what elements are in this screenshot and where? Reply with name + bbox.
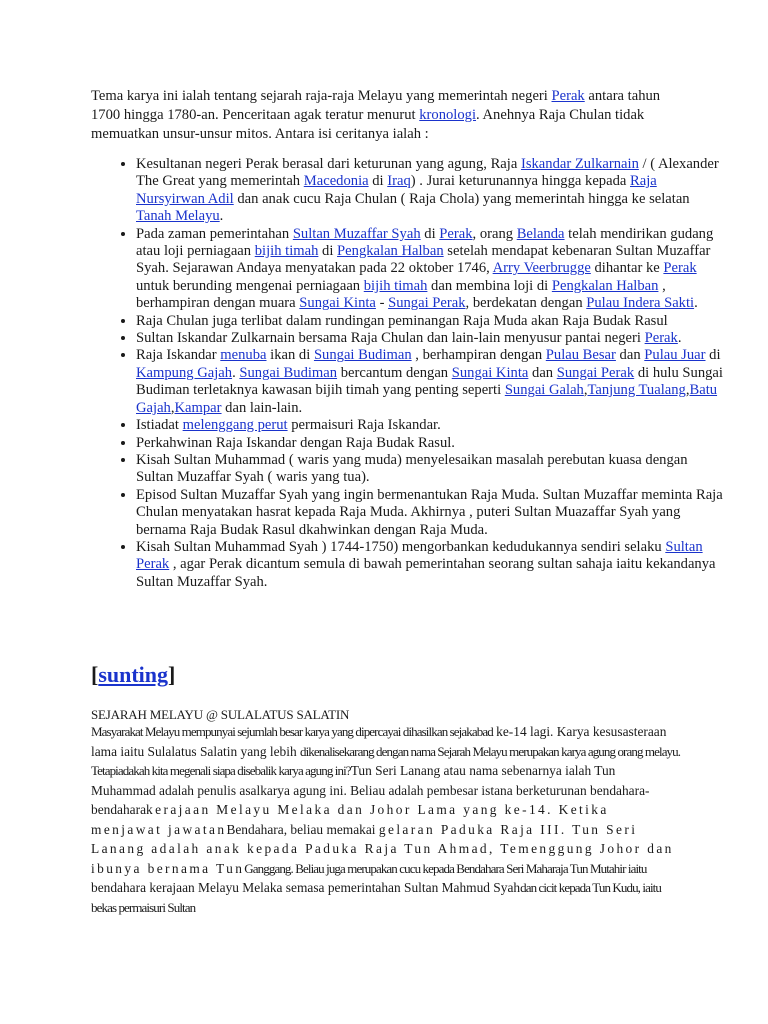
- inline-link[interactable]: Pulau Indera Sakti: [586, 295, 695, 312]
- list-item-text: dan: [615, 347, 645, 364]
- link-kronologi[interactable]: kronologi: [419, 107, 477, 123]
- inline-link[interactable]: Perak: [644, 330, 678, 347]
- list-item-text: ,: [583, 382, 588, 399]
- body-text-run: bendahara kerajaan Melayu Melaka semasa pemerintahan Sultan Mahmud Syah: [91, 880, 521, 895]
- list-item: [136, 313, 726, 330]
- list-item-text: Episod Sultan Muzaffar Syah yang ingin bermenantukan Raja Muda. Sultan Muzaffar meminta Raja Chulan menyatakan hasrat kepada Raja Muda. Akhirnya , puteri Sultan Muazaffar Syah yang bernama Raja Budak Rasul dkahwinkan dengan Raja Muda.: [136, 486, 723, 538]
- list-item: [136, 156, 726, 226]
- inline-link[interactable]: Raja Nursyirwan Adil: [136, 173, 657, 207]
- list-item-text: .: [219, 208, 224, 225]
- list-item: [136, 226, 726, 313]
- inline-link[interactable]: Sultan Perak: [136, 538, 703, 573]
- list-item-text: di hulu Sungai Budiman terletaknya kawasan bijih timah yang penting seperti: [136, 364, 723, 399]
- list-item-text: dan lain-lain.: [221, 399, 303, 416]
- inline-link[interactable]: Iskandar Zulkarnain: [520, 156, 639, 172]
- inline-link[interactable]: Sungai Kinta: [299, 295, 376, 312]
- list-item: [136, 487, 726, 539]
- list-item-text: Istiadat: [136, 417, 183, 434]
- section-title: SEJARAH MELAYU @ SULALATUS SALATIN: [91, 707, 350, 722]
- list-item: [136, 347, 726, 417]
- list-item-text: di: [705, 347, 721, 364]
- list-item-text: ,: [170, 399, 175, 416]
- edit-section-link[interactable]: sunting: [98, 662, 169, 687]
- list-item-text: , berhampiran dengan muara: [136, 277, 666, 312]
- list-item-text: , berhampiran dengan: [411, 347, 546, 364]
- bracket-open: [: [91, 662, 99, 687]
- inline-link[interactable]: Sungai Budiman: [239, 364, 338, 381]
- list-item-text: Kesultanan negeri Perak berasal dari keturunan yang agung, Raja: [136, 156, 521, 172]
- list-item-text: .: [232, 364, 240, 381]
- list-item-text: di: [368, 173, 388, 190]
- inline-link[interactable]: bijih timah: [254, 243, 319, 260]
- inline-link[interactable]: Kampar: [174, 399, 222, 416]
- list-item: [136, 452, 726, 487]
- inline-link[interactable]: Tanjung Tualang: [587, 382, 686, 399]
- list-item: [136, 330, 726, 347]
- inline-link[interactable]: Sungai Kinta: [451, 364, 529, 381]
- list-item-text: Kisah Sultan Muhammad ( waris yang muda) menyelesaikan masalah perebutan kuasa dengan Sultan Muzaffar Syah ( waris yang tua).: [136, 451, 688, 486]
- inline-link[interactable]: Perak: [663, 260, 697, 277]
- inline-link[interactable]: Pulau Juar: [644, 347, 706, 364]
- list-item-text: di: [420, 225, 440, 242]
- list-item-text: ,: [685, 382, 690, 399]
- intro-paragraph: [91, 87, 691, 144]
- list-item-text: .: [694, 295, 698, 312]
- list-item-text: , orang: [472, 225, 517, 242]
- list-item-text: ikan di: [266, 347, 314, 364]
- list-item-text: Perkahwinan Raja Iskandar dengan Raja Budak Rasul.: [136, 434, 455, 451]
- list-item-text: Raja Iskandar: [136, 347, 221, 364]
- list-item-text: telah mendirikan gudang atau loji perniagaan: [136, 225, 714, 260]
- inline-link[interactable]: Arry Veerbrugge: [492, 260, 591, 277]
- body-text-run: gelaran Paduka Raja III. Tun Seri Lanang adalah anak kepada Paduka Raja Tun Ahmad, Temenggung Johor dan ibunya bernama Tun: [91, 821, 674, 876]
- link-perak[interactable]: Perak: [551, 88, 585, 104]
- list-item-text: , berdekatan dengan: [465, 295, 587, 312]
- inline-link[interactable]: Pengkalan Halban: [551, 277, 659, 294]
- section-heading: [91, 660, 175, 690]
- list-item: [136, 539, 726, 591]
- inline-link[interactable]: Sungai Perak: [556, 364, 635, 381]
- body-text-run: ke-14 lagi. Karya kesusasteraan lama iaitu Sulalatus Salatin yang lebih: [91, 724, 667, 759]
- content-bullet-list: [91, 156, 726, 591]
- list-item-text: dan: [528, 364, 557, 381]
- inline-link[interactable]: Tanah Melayu: [136, 208, 220, 225]
- inline-link[interactable]: Sungai Budiman: [313, 347, 412, 364]
- list-item-text: / ( Alexander The Great yang memerintah: [136, 156, 719, 190]
- inline-link[interactable]: Sungai Perak: [388, 295, 466, 312]
- body-text-run: kerajaan Melayu Melaka dan Johor Lama yang ke-14. Ketika menjawat jawatan: [91, 802, 609, 837]
- section-body: [91, 722, 681, 917]
- inline-link[interactable]: Pengkalan Halban: [337, 243, 444, 260]
- list-item-text: , agar Perak dicantum semula di bawah pemerintahan seorang sultan sahaja iaitu kekandanya Sultan Muzaffar Syah.: [136, 556, 716, 590]
- body-text-run: dan cicit kepada Tun Kudu, iaitu bekas permaisuri Sultan: [91, 880, 661, 915]
- list-item-text: dan membina loji di: [427, 277, 552, 294]
- list-item-text: Pada zaman pemerintahan: [136, 225, 293, 242]
- list-item: [136, 435, 726, 452]
- inline-link[interactable]: melenggang perut: [182, 417, 288, 434]
- inline-link[interactable]: Pulau Besar: [545, 347, 616, 364]
- body-text-run: dikenalisekarang dengan nama Sejarah Melayu merupakan karya agung orang melayu. Tetapiadakah kita megenali siapa disebalik karya agung ini?: [91, 743, 681, 778]
- inline-link[interactable]: bijih timah: [363, 277, 428, 294]
- list-item-text: Raja Chulan juga terlibat dalam rundingan peminangan Raja Muda akan Raja Budak Rasul: [136, 312, 668, 329]
- list-item-text: Kisah Sultan Muhammad Syah ) 1744-1750) mengorbankan kedudukannya sendiri selaku: [136, 538, 666, 555]
- inline-link[interactable]: Kampung Gajah: [136, 364, 233, 381]
- bracket-close: ]: [168, 662, 176, 687]
- list-item-text: setelah mendapat kebenaran Sultan Muzaffar Syah. Sejarawan Andaya menyatakan pada 22 oktober 1746,: [136, 243, 711, 277]
- list-item-text: Sultan Iskandar Zulkarnain bersama Raja Chulan dan lain-lain menyusur pantai negeri: [136, 330, 645, 347]
- inline-link[interactable]: Belanda: [516, 225, 565, 242]
- inline-link[interactable]: Macedonia: [303, 173, 369, 190]
- list-item-text: dihantar ke: [590, 260, 664, 277]
- inline-link[interactable]: menuba: [220, 347, 267, 364]
- body-text-run: Bendahara, beliau memakai: [226, 821, 379, 837]
- intro-text: antara tahun 1700 hingga 1780-an. Penceritaan agak teratur menurut: [91, 88, 661, 123]
- list-item-text: untuk berunding mengenai perniagaan: [136, 277, 364, 294]
- body-text-run: Masyarakat Melayu mempunyai sejumlah besar karya yang dipercayai dihasilkan sejakabad: [91, 724, 493, 739]
- inline-link[interactable]: Sultan Muzaffar Syah: [292, 225, 421, 242]
- list-item-text: -: [375, 295, 389, 312]
- intro-text: Tema karya ini ialah tentang sejarah raja-raja Melayu yang memerintah negeri: [91, 88, 552, 104]
- body-text-run: Ganggang. Beliau juga merupakan cucu kepada Bendahara Seri Maharaja Tun Mutahir iaitu: [244, 860, 647, 876]
- list-item-text: .: [677, 330, 682, 347]
- body-text-run: Tun Seri Lanang atau nama sebenarnya ialah Tun Muhammad adalah penulis asalkarya agung ini. Beliau adalah pembesar istana berketurunan bendahara-bendahara: [91, 763, 650, 817]
- list-item-text: dan anak cucu Raja Chulan ( Raja Chola) yang memerintah hingga ke selatan: [233, 190, 690, 207]
- inline-link[interactable]: Iraq: [387, 173, 411, 190]
- inline-link[interactable]: Sungai Galah: [504, 382, 584, 399]
- inline-link[interactable]: Batu Gajah: [136, 382, 718, 416]
- inline-link[interactable]: Perak: [439, 225, 473, 242]
- list-item-text: ) . Jurai keturunannya hingga kepada: [410, 173, 630, 190]
- list-item: [136, 417, 726, 434]
- list-item-text: di: [318, 243, 338, 260]
- list-item-text: bercantum dengan: [337, 364, 452, 381]
- intro-text: . Anehnya Raja Chulan tidak memuatkan unsur-unsur mitos. Antara isi ceritanya ialah :: [91, 107, 645, 142]
- list-item-text: permaisuri Raja Iskandar.: [287, 417, 441, 434]
